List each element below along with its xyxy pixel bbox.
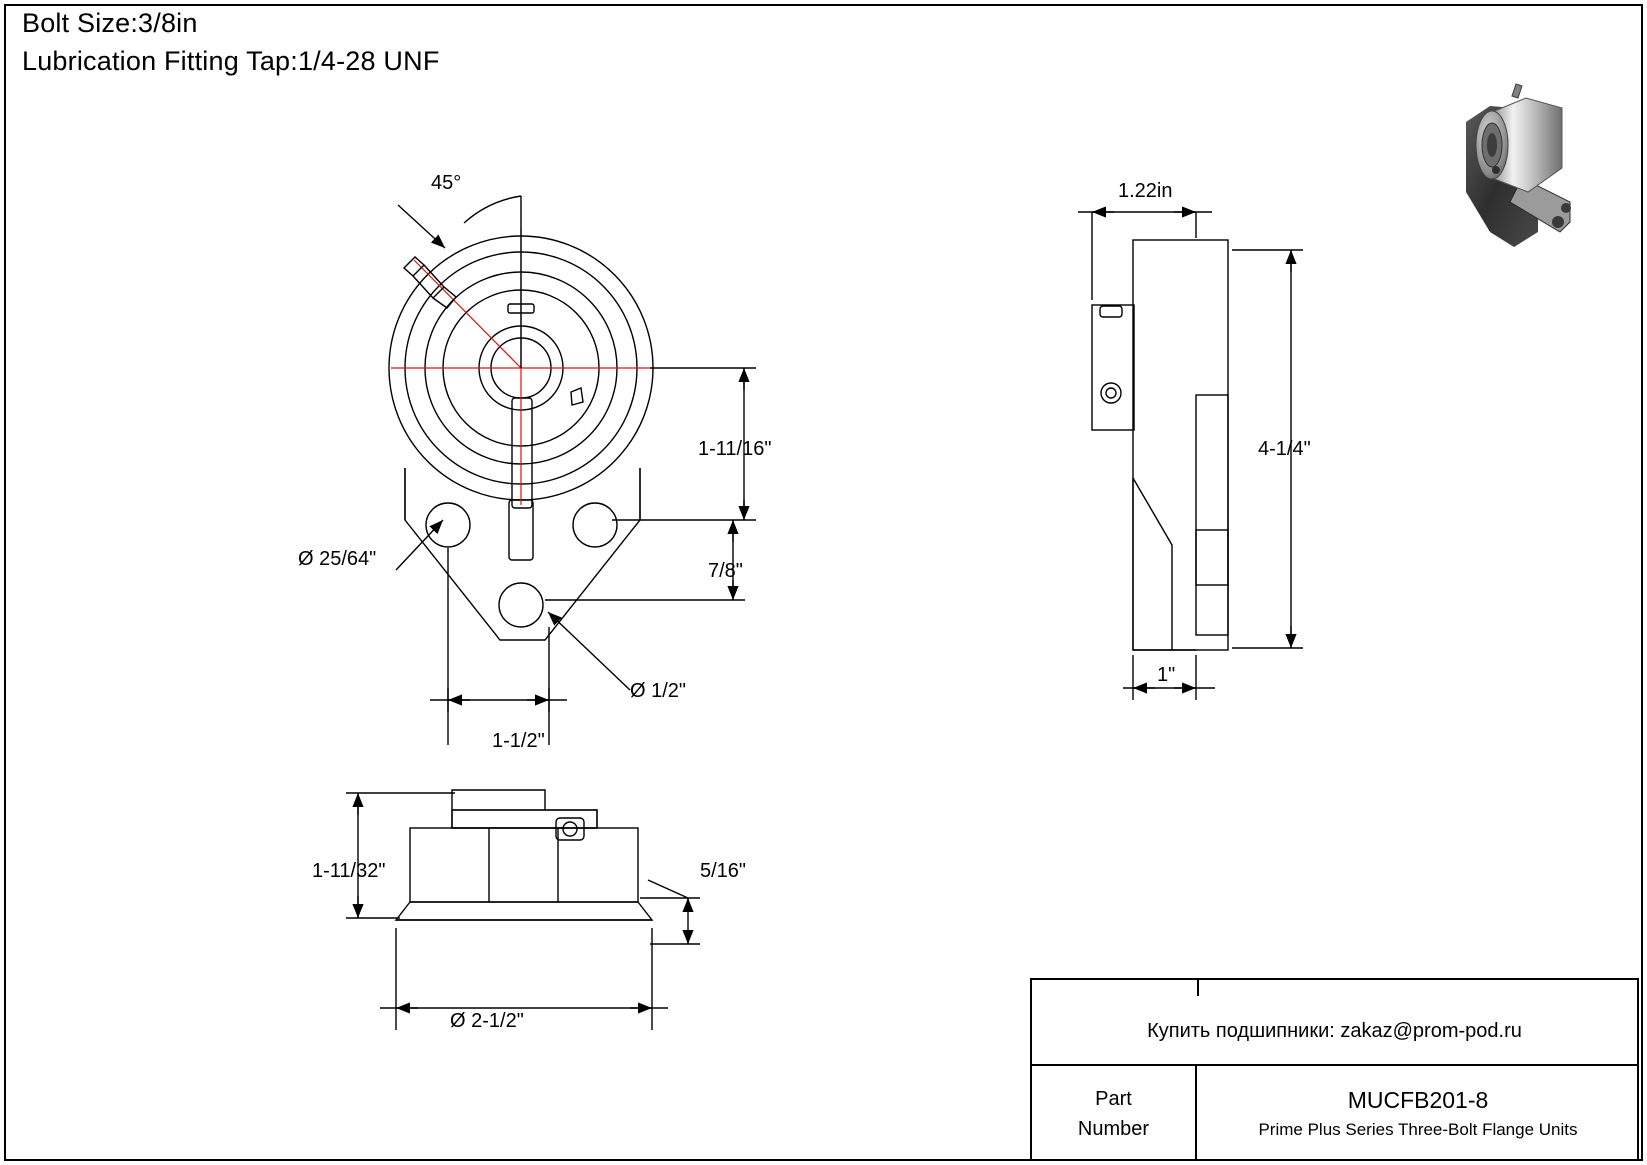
dim-center-height: 1-11/16"	[698, 438, 772, 460]
part-number-value-cell	[1199, 1066, 1637, 1161]
title-block-part-row	[1032, 1066, 1637, 1161]
bolt-size-note: Bolt Size:3/8in	[22, 8, 198, 38]
contact-email-note: Купить подшипники: zakaz@prom-pod.ru	[1147, 1020, 1522, 1042]
part-description: Prime Plus Series Three-Bolt Flange Units	[1258, 1120, 1578, 1139]
dim-side-height: 4-1/4"	[1258, 438, 1311, 460]
title-block-tick	[1197, 980, 1199, 996]
part-label-line2: Number	[1077, 1117, 1150, 1140]
title-block	[1030, 978, 1639, 1161]
dim-pilot-dia: Ø 1/2"	[630, 680, 687, 702]
product-photo	[1452, 82, 1588, 258]
dim-flange-thickness: 5/16"	[700, 860, 747, 882]
dim-bottom-height: 1-11/32"	[312, 860, 386, 882]
dim-bolt-hole-dia: Ø 25/64"	[298, 548, 377, 570]
dim-angle-45: 45°	[431, 172, 462, 194]
lubrication-fitting-note: Lubrication Fitting Tap:1/4-28 UNF	[22, 46, 440, 76]
dim-outer-dia: Ø 2-1/2"	[450, 1010, 524, 1032]
dim-lower-offset: 7/8"	[708, 560, 743, 582]
part-number-label	[1032, 1066, 1197, 1161]
part-label-line1: Part	[1095, 1087, 1132, 1110]
dim-side-width: 1.22in	[1118, 180, 1173, 202]
part-number-value: MUCFB201-8	[1347, 1087, 1489, 1113]
dim-bolt-circle-width: 1-1/2"	[492, 730, 545, 752]
title-block-note-row	[1032, 980, 1637, 1066]
dim-side-base: 1"	[1157, 664, 1176, 686]
